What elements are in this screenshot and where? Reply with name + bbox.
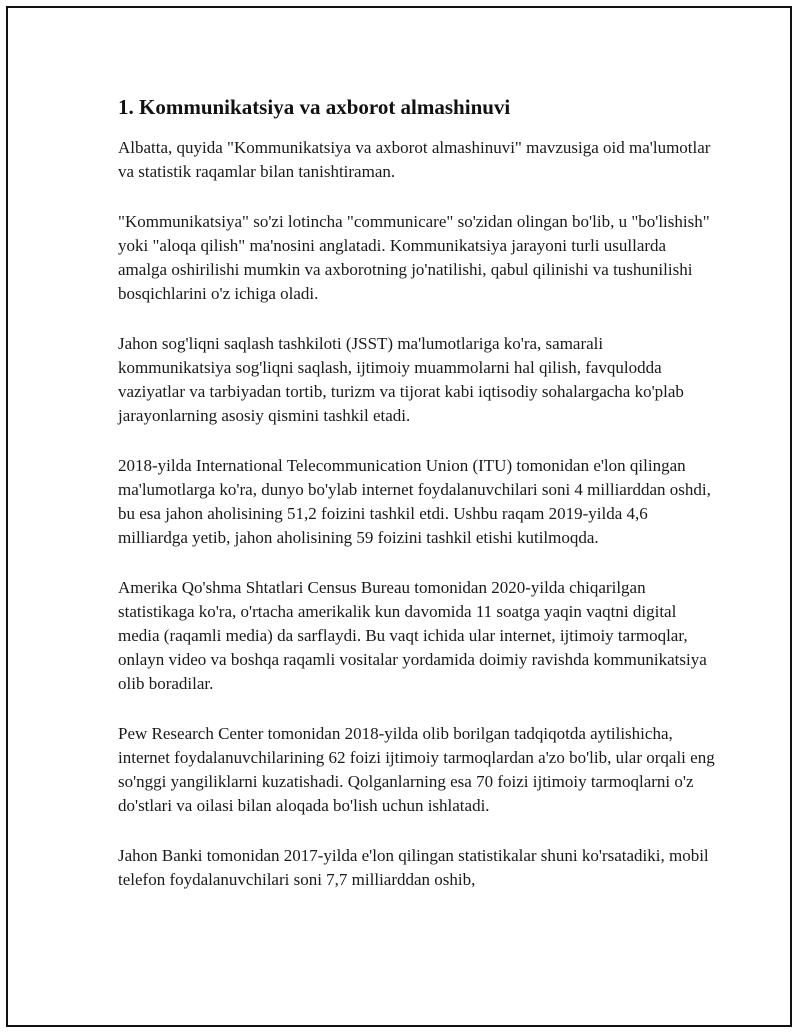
paragraph-intro: Albatta, quyida "Kommunikatsiya va axborot almashinuvi" mavzusiga oid ma'lumotlar va statistik raqamlar bilan tanishtiraman.	[118, 138, 711, 181]
document-body	[118, 94, 718, 918]
paragraph-pew: Pew Research Center tomonidan 2018-yilda olib borilgan tadqiqotda aytilishicha, internet foydalanuvchilarining 62 foizi ijtimoiy tarmoqlardan a'zo bo'lib, ular orqali eng so'nggi yangiliklarni kuzatishadi. Qolganlarning esa 70 foizi ijtimoiy tarmoqlarni o'z do'stlari va oilasi bilan aloqada bo'lish uchun ishlatadi.	[118, 724, 715, 815]
paragraph-world-bank: Jahon Banki tomonidan 2017-yilda e'lon qilingan statistikalar shuni ko'rsatadiki, mobil telefon foydalanuvchilari soni 7,7 milliarddan oshib,	[118, 846, 709, 889]
paragraph-who: Jahon sog'liqni saqlash tashkiloti (JSST) ma'lumotlariga ko'ra, samarali kommunikatsiya sog'liqni saqlash, ijtimoiy muammolarni hal qilish, favqulodda vaziyatlar va tarbiyadan tortib, turizm va tijorat kabi iqtisodiy sohalargacha ko'plab jarayonlarning asosiy qismini tashkil etadi.	[118, 334, 684, 425]
paragraph-itu: 2018-yilda International Telecommunication Union (ITU) tomonidan e'lon qilingan ma'lumotlarga ko'ra, dunyo bo'ylab internet foydalanuvchilari soni 4 milliarddan oshdi, bu esa jahon aholisining 51,2 foizini tashkil etdi. Ushbu raqam 2019-yilda 4,6 milliardga yetib, jahon aholisining 59 foizini tashkil etishi kutilmoqda.	[118, 456, 711, 547]
paragraph-census: Amerika Qo'shma Shtatlari Census Bureau tomonidan 2020-yilda chiqarilgan statistikaga ko'ra, o'rtacha amerikalik kun davomida 11 soatga yaqin vaqtni digital media (raqamli media) da sarflaydi. Bu vaqt ichida ular internet, ijtimoiy tarmoqlar, onlayn video va boshqa raqamli vositalar yordamida doimiy ravishda kommunikatsiya olib boradilar.	[118, 578, 707, 693]
paragraph-etymology: "Kommunikatsiya" so'zi lotincha "communicare" so'zidan olingan bo'lib, u "bo'lishish" yoki "aloqa qilish" ma'nosini anglatadi. Kommunikatsiya jarayoni turli usullarda amalga oshirilishi mumkin va axborotning jo'natilishi, qabul qilinishi va tushunilishi bosqichlarini o'z ichiga oladi.	[118, 212, 710, 303]
section-heading: 1. Kommunikatsiya va axborot almashinuvi	[118, 95, 511, 119]
